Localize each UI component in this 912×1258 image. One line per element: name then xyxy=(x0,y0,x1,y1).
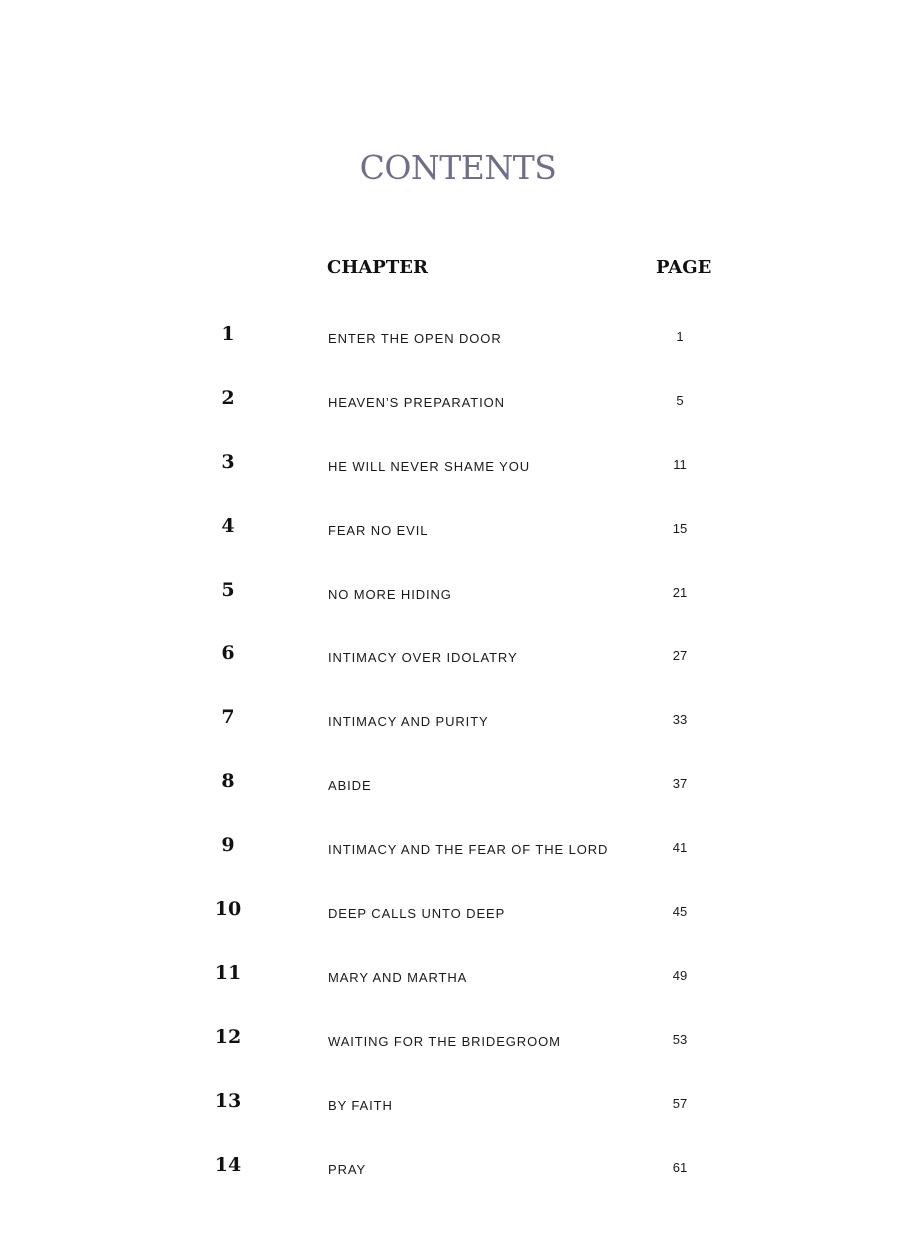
toc-row[interactable] xyxy=(0,448,912,512)
page-number: 45 xyxy=(672,904,688,920)
page-number: 1 xyxy=(676,329,684,344)
page-column-header: PAGE xyxy=(656,257,712,278)
toc-row[interactable] xyxy=(0,512,912,576)
toc-row[interactable] xyxy=(0,1151,912,1215)
chapter-number: 6 xyxy=(221,642,235,665)
chapter-column-header: CHAPTER xyxy=(327,257,428,278)
page-number: 5 xyxy=(676,392,684,408)
page-number: 33 xyxy=(672,712,688,728)
chapter-title[interactable]: FEAR NO EVIL xyxy=(328,522,429,538)
page-number: 49 xyxy=(672,967,688,983)
page-number: 53 xyxy=(672,1031,688,1047)
chapter-title[interactable]: WAITING FOR THE BRIDEGROOM xyxy=(328,1033,561,1049)
page-number: 61 xyxy=(672,1159,688,1175)
chapter-number: 12 xyxy=(214,1025,242,1048)
chapter-number: 8 xyxy=(221,770,235,793)
chapter-title[interactable]: INTIMACY OVER IDOLATRY xyxy=(328,650,518,666)
chapter-number: 1 xyxy=(221,323,235,345)
toc-row[interactable] xyxy=(0,320,912,384)
chapter-number: 14 xyxy=(214,1153,242,1176)
chapter-number: 3 xyxy=(221,450,235,473)
toc-row[interactable] xyxy=(0,767,912,831)
chapter-title[interactable]: DEEP CALLS UNTO DEEP xyxy=(328,906,506,922)
chapter-number: 10 xyxy=(214,898,242,921)
chapter-number: 11 xyxy=(214,961,242,984)
page-number: 11 xyxy=(673,456,687,472)
page-number: 27 xyxy=(672,648,688,664)
page-number: 57 xyxy=(672,1095,688,1111)
toc-row[interactable] xyxy=(0,639,912,703)
chapter-title[interactable]: ABIDE xyxy=(328,778,372,794)
chapter-number: 7 xyxy=(221,706,235,729)
chapter-title[interactable]: MARY AND MARTHA xyxy=(328,969,468,985)
chapter-number: 9 xyxy=(221,834,235,857)
table-of-contents xyxy=(0,320,912,1214)
toc-row[interactable] xyxy=(0,959,912,1023)
page-number: 37 xyxy=(672,776,688,792)
chapter-title[interactable]: NO MORE HIDING xyxy=(328,586,452,602)
chapter-number: 13 xyxy=(214,1089,242,1112)
page-number: 41 xyxy=(672,840,688,856)
chapter-number: 2 xyxy=(221,386,235,409)
chapter-number: 5 xyxy=(221,578,235,601)
toc-row[interactable] xyxy=(0,1087,912,1151)
toc-row[interactable] xyxy=(0,703,912,767)
chapter-title[interactable]: BY FAITH xyxy=(328,1097,393,1113)
chapter-title[interactable]: PRAY xyxy=(328,1161,367,1177)
page-title: CONTENTS xyxy=(359,148,557,187)
chapter-number: 4 xyxy=(221,514,235,537)
toc-row[interactable] xyxy=(0,1023,912,1087)
chapter-title[interactable]: ENTER THE OPEN DOOR xyxy=(328,331,502,346)
page-number: 21 xyxy=(672,584,688,600)
chapter-title[interactable]: INTIMACY AND THE FEAR OF THE LORD xyxy=(328,842,609,858)
toc-row[interactable] xyxy=(0,384,912,448)
toc-row[interactable] xyxy=(0,831,912,895)
chapter-title[interactable]: HE WILL NEVER SHAME YOU xyxy=(328,458,531,474)
chapter-title[interactable]: HEAVEN’S PREPARATION xyxy=(328,394,505,410)
toc-row[interactable] xyxy=(0,895,912,959)
chapter-title[interactable]: INTIMACY AND PURITY xyxy=(328,714,489,730)
page-number: 15 xyxy=(672,520,688,536)
toc-row[interactable] xyxy=(0,576,912,640)
